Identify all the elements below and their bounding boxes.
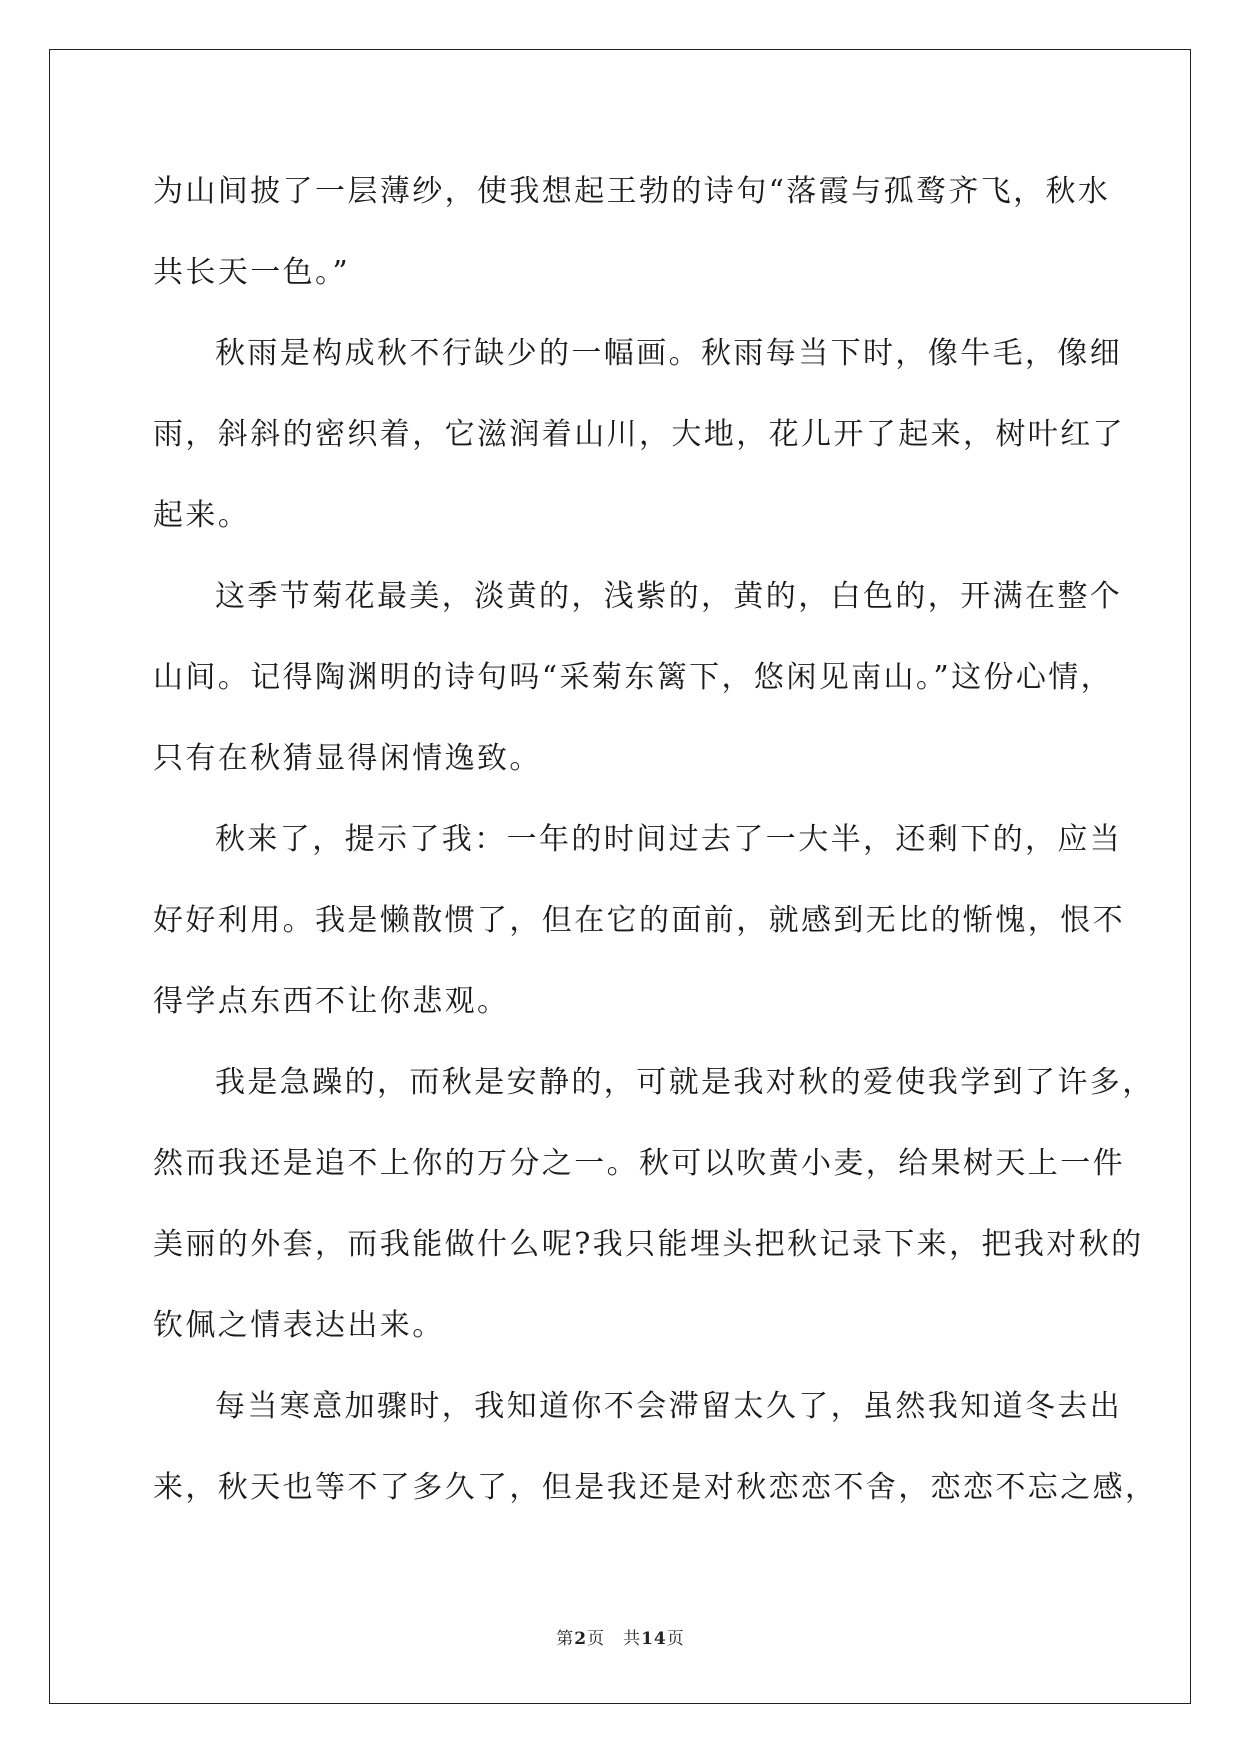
total-pages: 14 (641, 1629, 667, 1649)
page-number: 2 (574, 1629, 588, 1649)
page-suffix: 页 (587, 1629, 606, 1649)
text-line: 起来。 (153, 498, 251, 533)
text-line: 好好利用。我是懒散惯了，但在它的面前，就感到无比的惭愧，恨不 (153, 903, 1125, 938)
paragraph-start-line: 这季节菊花最美，淡黄的，浅紫的，黄的，白色的，开满在整个 (215, 579, 1123, 614)
text-line: 共长天一色。” (153, 255, 351, 290)
total-suffix: 页 (666, 1629, 685, 1649)
text-line: 得学点东西不让你悲观。 (153, 984, 510, 1019)
text-line: 只有在秋猜显得闲情逸致。 (153, 741, 542, 776)
document-body (153, 157, 1158, 1534)
paragraph-start-line: 秋雨是构成秋不行缺少的一幅画。秋雨每当下时，像牛毛，像细 (215, 336, 1123, 371)
paragraph-start-line: 我是急躁的，而秋是安静的，可就是我对秋的爱使我学到了许多， (215, 1065, 1155, 1100)
text-line: 来，秋天也等不了多久了，但是我还是对秋恋恋不舍，恋恋不忘之感， (153, 1470, 1158, 1505)
text-line: 钦佩之情表达出来。 (153, 1308, 445, 1343)
text-line: 山间。记得陶渊明的诗句吗“采菊东篱下，悠闲见南山。”这份心情， (153, 660, 1114, 695)
page-footer (0, 1624, 1241, 1649)
text-line: 为山间披了一层薄纱，使我想起王勃的诗句“落霞与孤鹜齐飞，秋水 (153, 174, 1111, 209)
text-line: 然而我还是追不上你的万分之一。秋可以吹黄小麦，给果树天上一件 (153, 1146, 1125, 1181)
text-line: 雨，斜斜的密织着，它滋润着山川，大地，花儿开了起来，树叶红了 (153, 417, 1125, 452)
text-line: 美丽的外套，而我能做什么呢?我只能埋头把秋记录下来，把我对秋的 (153, 1227, 1144, 1262)
total-prefix: 共 (623, 1629, 642, 1649)
paragraph-start-line: 秋来了，提示了我：一年的时间过去了一大半，还剩下的，应当 (215, 822, 1123, 857)
paragraph-start-line: 每当寒意加骤时，我知道你不会滞留太久了，虽然我知道冬去出 (215, 1389, 1123, 1424)
page-prefix: 第 (556, 1629, 575, 1649)
